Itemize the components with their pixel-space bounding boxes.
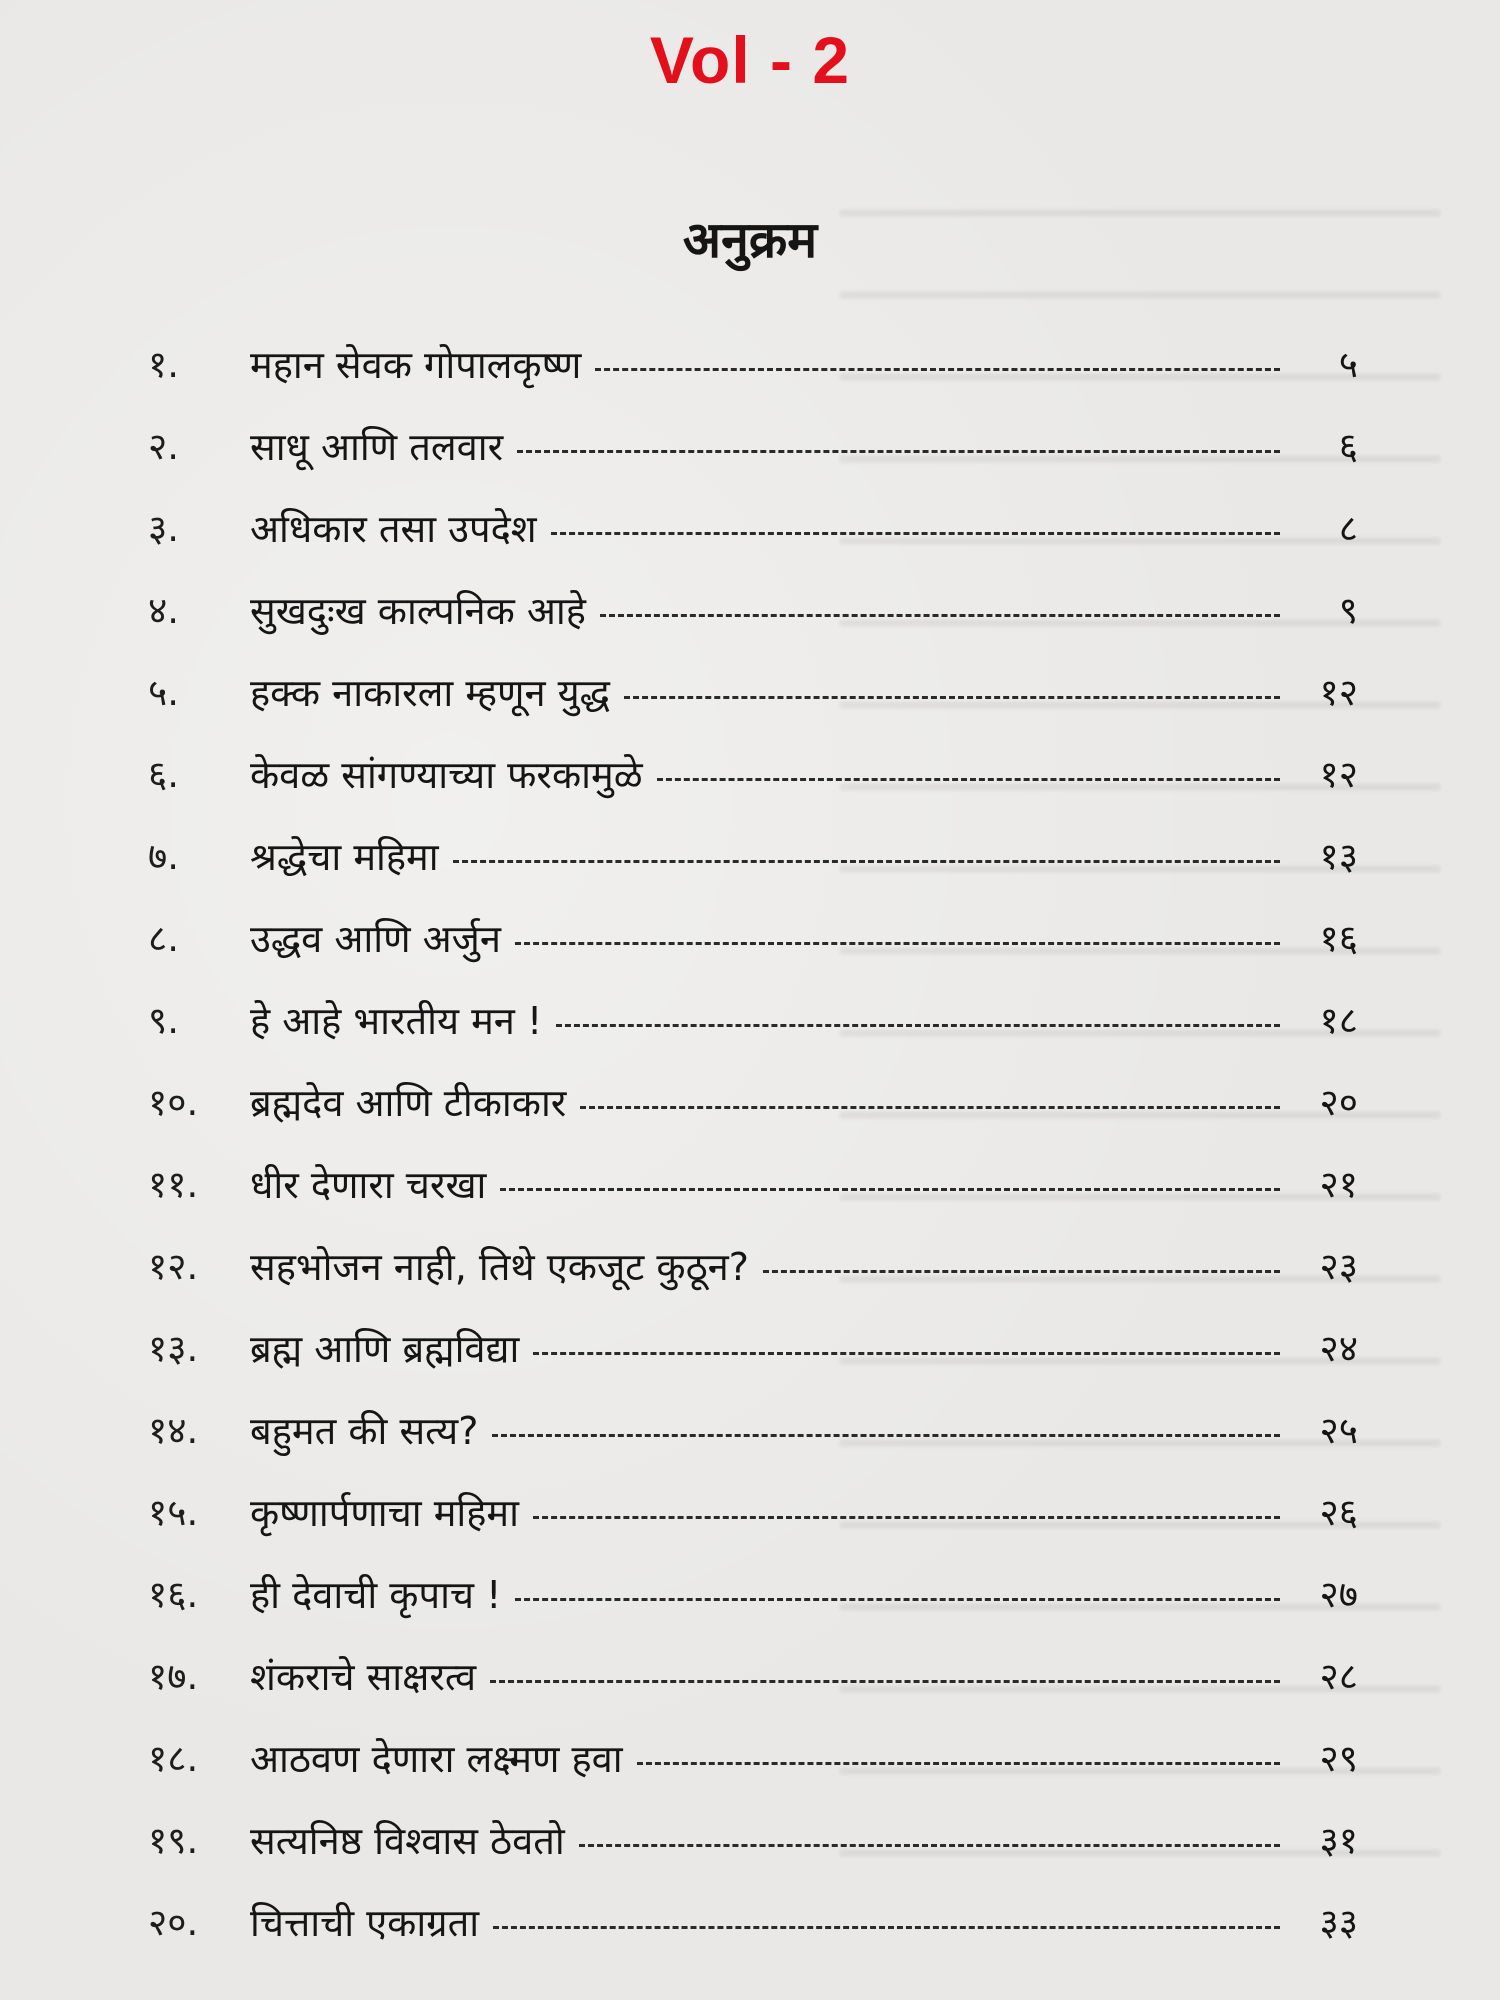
entry-title: धीर देणारा चरखा [250, 1163, 487, 1207]
entry-number: १. [148, 343, 180, 386]
leader-dashes [493, 1926, 1280, 1929]
leader-dashes [580, 1106, 1280, 1109]
toc-entry [0, 584, 1500, 666]
entry-page: ३३ [1319, 1901, 1358, 1944]
entry-page: ६ [1338, 425, 1358, 468]
entry-title: सहभोजन नाही, तिथे एकजूट कुठून? [250, 1245, 749, 1289]
entry-title: श्रद्धेचा महिमा [250, 835, 439, 879]
entry-page: ८ [1338, 507, 1358, 550]
leader-dashes [453, 860, 1280, 863]
toc-entry [0, 1158, 1500, 1240]
entry-number: १६. [148, 1573, 199, 1616]
entry-title: शंकराचे साक्षरत्व [250, 1655, 477, 1699]
toc-entry [0, 830, 1500, 912]
leader-dashes [556, 1024, 1280, 1027]
entry-page: २३ [1319, 1245, 1358, 1288]
entry-number: १५. [148, 1491, 199, 1534]
entry-page: ३१ [1319, 1819, 1358, 1862]
toc-entry [0, 666, 1500, 748]
leader-dashes [657, 778, 1280, 781]
entry-title: साधू आणि तलवार [250, 425, 504, 469]
leader-dashes [637, 1762, 1280, 1765]
toc-entry [0, 1322, 1500, 1404]
entry-number: ३. [148, 507, 180, 550]
entry-number: १२. [148, 1245, 199, 1288]
entry-title: ब्रह्म आणि ब्रह्मविद्या [250, 1327, 520, 1371]
entry-title: सुखदुःख काल्पनिक आहे [250, 589, 586, 633]
toc-entry [0, 748, 1500, 830]
toc-entry [0, 1896, 1500, 1978]
entry-number: १३. [148, 1327, 199, 1370]
entry-page: २५ [1319, 1409, 1358, 1452]
entry-page: १८ [1319, 999, 1358, 1042]
entry-title: उद्धव आणि अर्जुन [250, 917, 501, 961]
entry-page: २० [1319, 1081, 1358, 1124]
entry-page: १२ [1319, 671, 1358, 714]
entry-number: ४. [148, 589, 180, 632]
entry-title: ही देवाची कृपाच ! [250, 1573, 502, 1617]
toc-entry [0, 1568, 1500, 1650]
toc-entry [0, 1404, 1500, 1486]
entry-title: सत्यनिष्ठ विश्वास ठेवतो [250, 1819, 565, 1863]
leader-dashes [763, 1270, 1280, 1273]
entry-title: हे आहे भारतीय मन ! [250, 999, 543, 1043]
leader-dashes [551, 532, 1280, 535]
entry-page: १६ [1319, 917, 1358, 960]
leader-dashes [533, 1516, 1280, 1519]
entry-page: २९ [1319, 1737, 1358, 1780]
leader-dashes [595, 368, 1280, 371]
leader-dashes [490, 1680, 1280, 1683]
entry-number: १७. [148, 1655, 199, 1698]
entry-page: १३ [1319, 835, 1358, 878]
leader-dashes [515, 1598, 1280, 1601]
entry-number: ११. [148, 1163, 199, 1206]
toc-entry [0, 1814, 1500, 1896]
entry-number: १८. [148, 1737, 199, 1780]
toc-entry [0, 420, 1500, 502]
leader-dashes [500, 1188, 1280, 1191]
entry-number: ५. [148, 671, 180, 714]
toc-entry [0, 1650, 1500, 1732]
entry-number: २. [148, 425, 180, 468]
entry-number: १४. [148, 1409, 199, 1452]
toc-entry [0, 1076, 1500, 1158]
entry-title: महान सेवक गोपालकृष्ण [250, 343, 582, 387]
toc-heading: अनुक्रम [682, 211, 818, 269]
leader-dashes [492, 1434, 1280, 1437]
toc-entry [0, 1240, 1500, 1322]
volume-label: Vol - 2 [649, 23, 851, 97]
entry-page: २७ [1319, 1573, 1358, 1616]
toc-entry [0, 912, 1500, 994]
entry-number: १९. [148, 1819, 199, 1862]
entry-number: ८. [148, 917, 180, 960]
toc-entry [0, 1732, 1500, 1814]
entry-number: २०. [148, 1901, 199, 1944]
leader-dashes [533, 1352, 1280, 1355]
entry-title: अधिकार तसा उपदेश [250, 507, 537, 551]
entry-page: २८ [1319, 1655, 1358, 1698]
entry-title: हक्क नाकारला म्हणून युद्ध [250, 671, 611, 715]
leader-dashes [579, 1844, 1280, 1847]
entry-title: चित्ताची एकाग्रता [250, 1901, 480, 1945]
leader-dashes [515, 942, 1280, 945]
entry-number: ९. [148, 999, 180, 1042]
toc-entry [0, 502, 1500, 584]
entry-title: कृष्णार्पणाचा महिमा [250, 1491, 519, 1535]
entry-title: आठवण देणारा लक्ष्मण हवा [250, 1737, 623, 1781]
entry-number: १०. [148, 1081, 199, 1124]
entry-number: ६. [148, 753, 180, 796]
toc-entry [0, 994, 1500, 1076]
entry-title: ब्रह्मदेव आणि टीकाकार [250, 1081, 567, 1125]
entry-title: बहुमत की सत्य? [250, 1409, 479, 1453]
entry-page: १२ [1319, 753, 1358, 796]
toc-entry [0, 1486, 1500, 1568]
leader-dashes [600, 614, 1280, 617]
leader-dashes [517, 450, 1280, 453]
entry-page: २१ [1319, 1163, 1358, 1206]
toc-entry [0, 338, 1500, 420]
entry-page: ९ [1338, 589, 1358, 632]
entry-page: ५ [1338, 343, 1358, 386]
entry-number: ७. [148, 835, 180, 878]
entry-title: केवळ सांगण्याच्या फरकामुळे [250, 753, 643, 797]
entry-page: २६ [1319, 1491, 1358, 1534]
entry-page: २४ [1319, 1327, 1358, 1370]
leader-dashes [624, 696, 1280, 699]
